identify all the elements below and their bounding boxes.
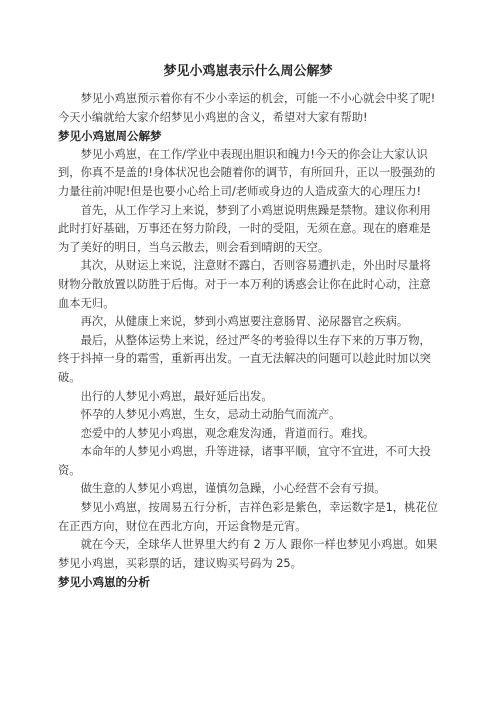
paragraph-5: 最后，从整体运势上来说，经过严冬的考验得以生存下来的万事万物，终于抖掉一身的霜雪，重新再出发。一直无法解决的问题可以趁此时加以突破。 (58, 333, 431, 384)
section-heading-analysis: 梦见小鸡崽的分析 (58, 575, 150, 590)
paragraph-9: 本命年的人梦见小鸡崽，升等进禄，诸事平顺，宜守不宜进，不可大投资。 (58, 445, 431, 477)
paragraph-11: 梦见小鸡崽，按周易五行分析，吉祥色彩是紫色，幸运数字是1，桃花位在正西方向，财位在西北方向，开运食物是元宵。 (58, 501, 438, 533)
paragraph-1: 梦见小鸡崽，在工作/学业中表现出胆识和魄力!今天的你会让大家认识到，你真不是盖的!身体状况也会随着你的调节，有所回升，正以一股强劲的力量往前冲呢!但是也要小心给上司/老师或身边的人造成蛮大的心理压力! (58, 147, 436, 198)
paragraph-3: 其次，从财运上来说，注意财不露白，否则容易遭扒走，外出时尽量将财物分散放置以防胜于后悔。对于一本万利的诱惑会让你在此时心动，注意血本无归。 (58, 259, 431, 310)
section-heading-dream-meaning: 梦见小鸡崽周公解梦 (58, 129, 162, 144)
paragraph-12: 就在今天，全球华人世界里大约有 2 万人 跟你一样也梦见小鸡崽。如果梦见小鸡崽，买彩票的话，建议购买号码为 25。 (58, 538, 438, 570)
paragraph-8: 恋爱中的人梦见小鸡崽，观念难发沟通，背道而行。难找。 (80, 426, 375, 440)
paragraph-6: 出行的人梦见小鸡崽，最好延后出发。 (80, 389, 273, 403)
paragraph-10: 做生意的人梦见小鸡崽，谨慎勿急躁，小心经营不会有亏损。 (80, 482, 386, 496)
intro-paragraph: 梦见小鸡崽预示着你有不少小幸运的机会，可能一不小心就会中奖了呢!今天小编就给大家介绍梦见小鸡崽的含义，希望对大家有帮助! (58, 92, 436, 124)
paragraph-4: 再次，从健康上来说，梦到小鸡崽要注意肠胃、泌尿器官之疾病。 (80, 315, 409, 329)
document-title: 梦见小鸡崽表示什么周公解梦 (163, 64, 333, 79)
paragraph-7: 怀孕的人梦见小鸡崽，生女，忌动土动胎气而流产。 (80, 408, 341, 422)
paragraph-2: 首先，从工作学习上来说，梦到了小鸡崽说明焦躁是禁物。建议你利用此时打好基础，万事还在努力阶段，一时的受阻，无须在意。现在的磨难是为了美好的明日，当乌云散去，则会看到晴朗的天空。 (58, 203, 431, 254)
